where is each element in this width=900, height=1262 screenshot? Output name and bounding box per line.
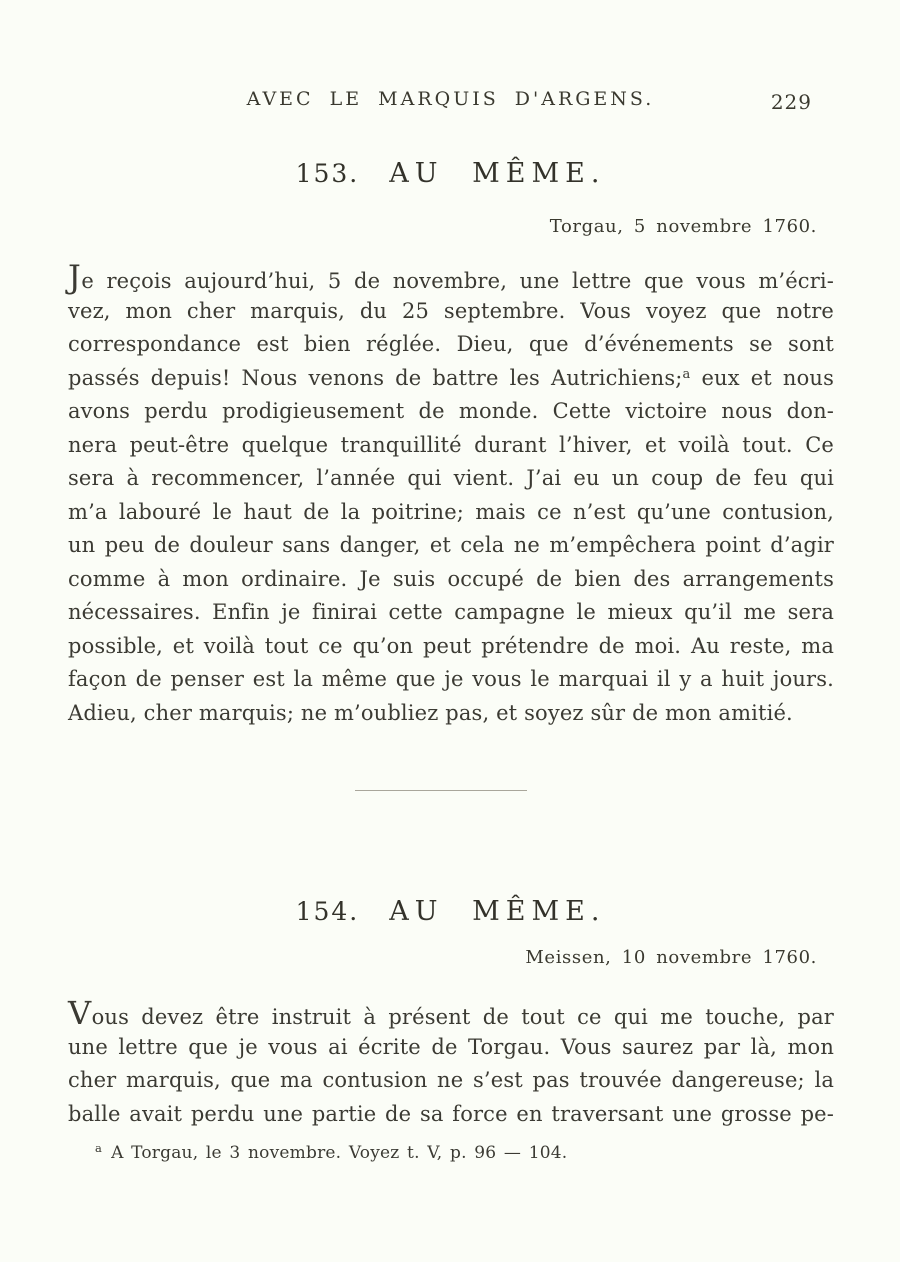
letter-153-body [68,258,835,730]
body-line: comme à mon ordinaire. Je suis occupé de bien des arrangements [68,566,834,591]
initial-capital: V [68,994,92,1032]
body-line [68,258,834,296]
body-line: correspondance est bien réglée. Dieu, que d’événements se sont [68,332,834,356]
body-line: vez, mon cher marquis, du 25 septembre. Vous voyez que notre [68,298,834,323]
letter-153-number: 153. [295,159,360,188]
body-line: avons perdu prodigieusement de monde. Cette victoire nous don- [68,399,834,423]
section-divider-rule [355,790,527,791]
body-line: façon de penser est la même que je vous le marquai il y a huit jours. [68,667,834,691]
letter-154-number: 154. [295,897,360,926]
body-line: possible, et voilà tout ce qu’on peut prétendre de moi. Au reste, ma [68,633,834,658]
body-line: sera à recommencer, l’année qui vient. J’ai eu un coup de feu qui [68,466,834,490]
body-line-text: passés depuis! Nous venons de battre les Autrichiens; [68,365,683,390]
letter-154-body [68,994,834,1131]
page-number: 229 [770,90,812,114]
letter-154-dateline: Meissen, 10 novembre 1760. [525,947,817,968]
letter-153-heading [68,158,833,189]
body-line-text: ous devez être instruit à présent de tout ce qui me touche, par [91,1005,834,1029]
letter-154-heading [68,896,833,927]
body-line [68,362,834,396]
body-line-text: eux et nous [701,365,835,390]
running-header-title: AVEC LE MARQUIS D'ARGENS. [246,88,655,110]
footnote [95,1141,835,1163]
body-line: balle avait perdu une partie de sa force en traversant une grosse pe- [68,1101,834,1126]
body-line: une lettre que je vous ai écrite de Torgau. Vous saurez par là, mon [68,1034,834,1059]
initial-capital: J [68,258,82,296]
body-line [68,994,834,1032]
body-line: nera peut-être quelque tranquillité durant l’hiver, et voilà tout. Ce [68,432,834,457]
body-line: cher marquis, que ma contusion ne s’est pas trouvée dangereuse; la [68,1068,834,1092]
letter-153-title: AU MÊME. [389,158,606,189]
body-line: Adieu, cher marquis; ne m’oubliez pas, et soyez sûr de mon amitié. [68,700,793,725]
letter-153-dateline: Torgau, 5 novembre 1760. [549,216,817,237]
letter-154-title: AU MÊME. [389,896,606,927]
body-line: un peu de douleur sans danger, et cela ne m’empêchera point d’agir [68,533,834,557]
footnote-marker: a [95,1141,103,1155]
body-line: nécessaires. Enfin je finirai cette campagne le mieux qu’il me sera [68,600,834,624]
body-line-text: e reçois aujourd’hui, 5 de novembre, une lettre que vous m’écri- [81,269,834,293]
body-line: m’a labouré le haut de la poitrine; mais ce n’est qu’une contusion, [68,499,834,524]
footnote-reference: a [682,366,691,382]
footnote-text: A Torgau, le 3 novembre. Voyez t. V, p. 96 — 104. [111,1143,568,1163]
